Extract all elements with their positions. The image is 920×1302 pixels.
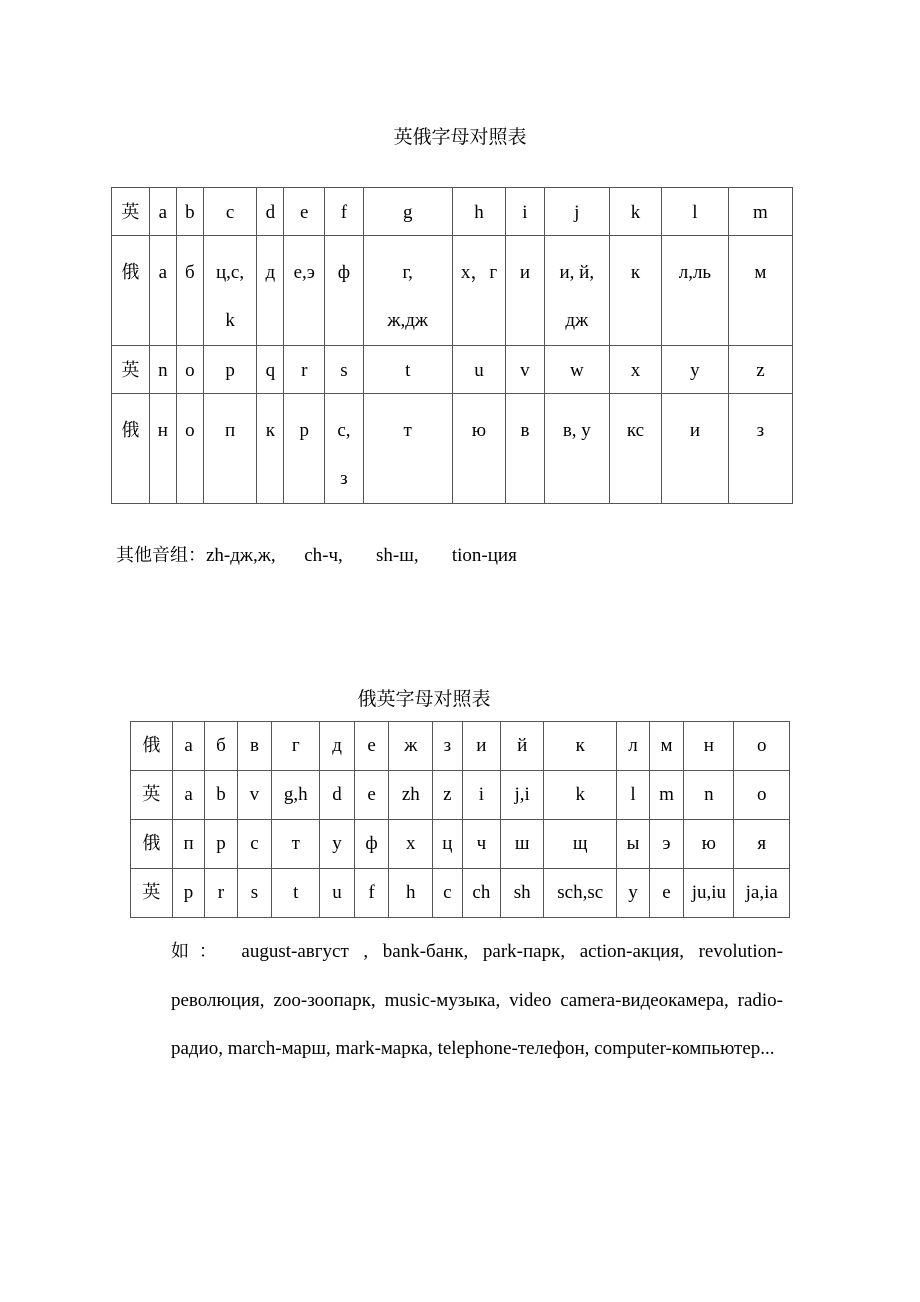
table-cell: ю bbox=[452, 394, 506, 504]
table-cell bbox=[203, 236, 257, 346]
table-cell: к bbox=[257, 394, 284, 504]
table-cell: s bbox=[237, 869, 272, 918]
table-cell: в bbox=[237, 722, 272, 771]
table-cell: и bbox=[661, 394, 728, 504]
table-row bbox=[112, 236, 793, 346]
table-row bbox=[112, 346, 793, 394]
table-cell: i bbox=[506, 188, 544, 236]
table2-title: 俄英字母对照表 bbox=[357, 688, 491, 710]
table-row bbox=[112, 394, 793, 504]
table-cell: э bbox=[649, 820, 684, 869]
table-cell: r bbox=[284, 346, 325, 394]
table-cell: е,э bbox=[284, 236, 325, 346]
table-cell bbox=[325, 394, 364, 504]
table-cell: p bbox=[203, 346, 257, 394]
table-cell: x bbox=[610, 346, 662, 394]
table-cell: c bbox=[433, 869, 462, 918]
table-cell: a bbox=[149, 188, 176, 236]
row-label: 英 bbox=[131, 869, 173, 918]
table-cell: u bbox=[452, 346, 506, 394]
table-cell: h bbox=[452, 188, 506, 236]
table-cell: р bbox=[284, 394, 325, 504]
table-cell: n bbox=[684, 771, 734, 820]
table-row bbox=[131, 869, 790, 918]
row-label: 英 bbox=[112, 188, 150, 236]
table-cell: б bbox=[176, 236, 203, 346]
table-cell: е bbox=[354, 722, 389, 771]
table-cell: р bbox=[205, 820, 237, 869]
table-cell: а bbox=[149, 236, 176, 346]
table-row bbox=[131, 771, 790, 820]
cell-line: с, bbox=[337, 420, 351, 441]
other-groups-label: 其他音组： bbox=[116, 545, 206, 566]
cell-line: з bbox=[340, 468, 348, 489]
table-cell: я bbox=[734, 820, 790, 869]
table-cell: ju,iu bbox=[684, 869, 734, 918]
table-cell: d bbox=[257, 188, 284, 236]
table-cell: щ bbox=[544, 820, 617, 869]
table-cell: и bbox=[506, 236, 544, 346]
table-cell: д bbox=[320, 722, 355, 771]
examples-prefix: 如： bbox=[171, 941, 227, 962]
table-cell: ю bbox=[684, 820, 734, 869]
table-cell: t bbox=[363, 346, 452, 394]
table-cell: k bbox=[610, 188, 662, 236]
table-cell: ш bbox=[501, 820, 544, 869]
table-cell: м bbox=[728, 236, 792, 346]
other-group-item: ch-ч, bbox=[304, 545, 343, 566]
table-cell: b bbox=[205, 771, 237, 820]
cell-line: г, bbox=[402, 262, 413, 283]
table-cell: m bbox=[728, 188, 792, 236]
table-cell: л,ль bbox=[661, 236, 728, 346]
table-cell: ц bbox=[433, 820, 462, 869]
table-row bbox=[112, 188, 793, 236]
table-cell: в, у bbox=[544, 394, 609, 504]
table-cell: e bbox=[649, 869, 684, 918]
table-cell: о bbox=[176, 394, 203, 504]
table-cell: i bbox=[462, 771, 501, 820]
table-cell: а bbox=[172, 722, 204, 771]
table-cell: z bbox=[728, 346, 792, 394]
table-cell: v bbox=[506, 346, 544, 394]
row-label: 英 bbox=[112, 346, 150, 394]
table-cell: д bbox=[257, 236, 284, 346]
table-cell: в bbox=[506, 394, 544, 504]
table-cell: k bbox=[544, 771, 617, 820]
table-cell: м bbox=[649, 722, 684, 771]
table-cell: z bbox=[433, 771, 462, 820]
table-cell: p bbox=[172, 869, 204, 918]
row-label: 俄 bbox=[112, 394, 150, 504]
table-cell: х，г bbox=[452, 236, 506, 346]
cell-line: и, й, bbox=[559, 262, 595, 283]
table-cell: б bbox=[205, 722, 237, 771]
table-cell bbox=[544, 236, 609, 346]
table-cell: ja,ia bbox=[734, 869, 790, 918]
table-cell: у bbox=[320, 820, 355, 869]
table-cell: т bbox=[272, 820, 320, 869]
table-cell: х bbox=[389, 820, 433, 869]
table-cell: к bbox=[544, 722, 617, 771]
table-cell: н bbox=[684, 722, 734, 771]
cell-line: ж,дж bbox=[387, 310, 429, 331]
table-cell: о bbox=[734, 722, 790, 771]
table-cell: s bbox=[325, 346, 364, 394]
other-sound-groups bbox=[116, 541, 517, 567]
table-cell: ф bbox=[354, 820, 389, 869]
table-cell: d bbox=[320, 771, 355, 820]
table-cell: o bbox=[734, 771, 790, 820]
table-cell: й bbox=[501, 722, 544, 771]
table-cell: sch,sc bbox=[544, 869, 617, 918]
table-cell: l bbox=[661, 188, 728, 236]
table-cell: ф bbox=[325, 236, 364, 346]
table-cell: w bbox=[544, 346, 609, 394]
table-cell: к bbox=[610, 236, 662, 346]
cell-line: ц,с, bbox=[216, 262, 245, 283]
row-label: 俄 bbox=[131, 820, 173, 869]
table-cell: e bbox=[284, 188, 325, 236]
other-group-item: tion-ция bbox=[451, 545, 517, 566]
table-cell: n bbox=[149, 346, 176, 394]
table-row bbox=[131, 722, 790, 771]
table-cell: ch bbox=[462, 869, 501, 918]
table-cell: кс bbox=[610, 394, 662, 504]
cell-line: k bbox=[225, 310, 235, 331]
table-cell: ы bbox=[617, 820, 649, 869]
table-cell bbox=[363, 236, 452, 346]
table-cell: v bbox=[237, 771, 272, 820]
table-cell: g,h bbox=[272, 771, 320, 820]
cell-line: дж bbox=[565, 310, 589, 331]
table-cell: т bbox=[363, 394, 452, 504]
table-cell: и bbox=[462, 722, 501, 771]
table-cell: y bbox=[617, 869, 649, 918]
table-cell: п bbox=[203, 394, 257, 504]
row-label: 英 bbox=[131, 771, 173, 820]
table-cell: з bbox=[728, 394, 792, 504]
table-cell: f bbox=[325, 188, 364, 236]
other-group-item: sh-ш, bbox=[376, 545, 419, 566]
table-cell: sh bbox=[501, 869, 544, 918]
table-cell: h bbox=[389, 869, 433, 918]
table1-title: 英俄字母对照表 bbox=[393, 126, 527, 148]
table-cell: r bbox=[205, 869, 237, 918]
table-cell: e bbox=[354, 771, 389, 820]
russian-english-table bbox=[130, 721, 790, 918]
table-cell: ч bbox=[462, 820, 501, 869]
examples-text: august-август , bank-банк, park-парк, action-акция, revolution-революция, zoo-зоопарк, music-музыка, video camera-видеокамера, radio-радио, march-марш, mark-марка, telephone-телефон, computer-компьютер... bbox=[171, 941, 784, 1059]
table-cell: o bbox=[176, 346, 203, 394]
table-cell: q bbox=[257, 346, 284, 394]
table-cell: п bbox=[172, 820, 204, 869]
english-russian-table bbox=[111, 187, 793, 504]
table-cell: t bbox=[272, 869, 320, 918]
table-row bbox=[131, 820, 790, 869]
table-cell: з bbox=[433, 722, 462, 771]
table-cell: y bbox=[661, 346, 728, 394]
table-cell: j,i bbox=[501, 771, 544, 820]
table-cell: b bbox=[176, 188, 203, 236]
row-label: 俄 bbox=[112, 236, 150, 346]
table-cell: g bbox=[363, 188, 452, 236]
table-cell: c bbox=[203, 188, 257, 236]
examples-paragraph bbox=[171, 928, 783, 1074]
table-cell: l bbox=[617, 771, 649, 820]
table-cell: f bbox=[354, 869, 389, 918]
table-cell: u bbox=[320, 869, 355, 918]
table-cell: a bbox=[172, 771, 204, 820]
table-cell: с bbox=[237, 820, 272, 869]
table-cell: zh bbox=[389, 771, 433, 820]
table-cell: m bbox=[649, 771, 684, 820]
table-cell: н bbox=[149, 394, 176, 504]
table-cell: ж bbox=[389, 722, 433, 771]
table-cell: г bbox=[272, 722, 320, 771]
other-group-item: zh-дж,ж, bbox=[206, 545, 276, 566]
row-label: 俄 bbox=[131, 722, 173, 771]
table-cell: л bbox=[617, 722, 649, 771]
table-cell: j bbox=[544, 188, 609, 236]
